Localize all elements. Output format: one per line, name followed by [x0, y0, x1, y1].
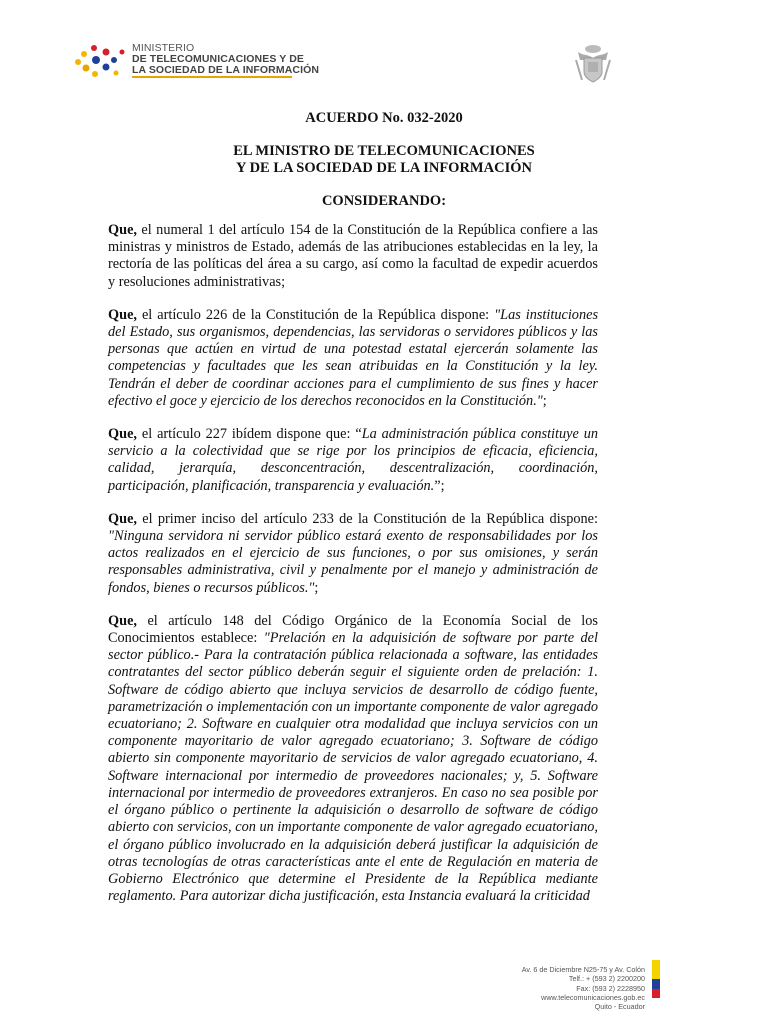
footer-address: Av. 6 de Diciembre N25-75 y Av. Colón — [521, 965, 645, 974]
paragraph — [108, 511, 598, 597]
paragraph — [108, 613, 598, 905]
flag-stripe-yellow — [652, 960, 660, 979]
paragraph — [108, 426, 598, 495]
paragraph — [108, 307, 598, 410]
coat-of-arms-icon — [570, 40, 616, 86]
paragraph — [108, 222, 598, 291]
paragraph-quote: "Prelación en la adquisición de software por parte del sector público.- Para la contratación pública relacionada a software, las entidades contratantes del sector público deberán seguir el siguiente orden de prelación: 1. Software de código abierto que incluya servicios de desarrollo de código fuente, parametrización o implementación con un importante componente de valor agregado ecuatoriano; 2. Software en cualquier otra modalidad que incluya servicios con un componente mayoritario de valor agregado ecuatoriano; 3. Software de código abierto sin componente mayoritario de servicios de valor agregado ecuatoriano, 4. Software internacional por intermedio de proveedores nacionales; y, 5. Software internacional por intermedio de proveedores extranjeros. En caso no sea posible por el órgano público o pertinente la adquisición o desarrollo de software de código abierto con servicios, con un importante componente de valor agregado ecuatoriano, el órgano público involucrado en la adquisición deberá justificar la adquisición de otras tecnologías de otras características ante el ente de Regulación en materia de Gobierno Electrónico que determine el Presidente de la República mediante reglamento. Para autorizar dicha justificación, esta Instancia evaluará la criticidad — [108, 630, 598, 905]
minister-heading-line-2: Y DE LA SOCIEDAD DE LA INFORMACIÓN — [236, 160, 532, 176]
ministry-line-3: LA SOCIEDAD DE LA INFORMACIÓN — [132, 64, 320, 76]
ecuador-flag-icon — [652, 960, 660, 998]
minister-heading-line-1: EL MINISTRO DE TELECOMUNICACIONES — [233, 143, 535, 159]
footer-fax: Fax: (593 2) 2228950 — [576, 983, 645, 993]
paragraph-quote: "Las instituciones del Estado, sus organismos, dependencias, las servidoras o servidores públicos y las personas que actúen en virtud de una potestad estatal ejercerán solamente las competencias y facultades que les sean atribuidas en la Constitución y la ley. Tendrán el deber de coordinar acciones para el cumplimiento de sus fines y hacer efectivo el goce y ejercicio de los derechos reconocidos en la Constitución." — [108, 306, 599, 409]
ministry-line-1: MINISTERIO — [132, 42, 195, 54]
paragraph-text: el artículo 148 del Código Orgánico de la Economía Social de los Conocimientos establece: — [108, 612, 598, 647]
footer-contact — [522, 965, 645, 1011]
letterhead — [70, 40, 690, 90]
paragraph-lead: Que, — [108, 612, 137, 629]
paragraph-tail: ; — [314, 579, 319, 596]
ministry-line-2: DE TELECOMUNICACIONES Y DE — [132, 53, 304, 65]
paragraph-text: el artículo 226 de la Constitución de la República dispone: — [137, 306, 495, 323]
footer-city: Quito - Ecuador — [594, 1002, 645, 1012]
flag-stripe-red — [652, 989, 660, 999]
minister-heading — [0, 143, 768, 177]
paragraph-quote: "Ninguna servidora ni servidor público estará exento de responsabilidades por los actos realizados en el ejercicio de sus funciones, o por sus omisiones, y serán responsables administrativa, civil y penalmente por el manejo y administración de fondos, bienes o recursos públicos." — [108, 528, 598, 596]
paragraph-lead: Que, — [108, 306, 137, 323]
ministry-logo-icon — [70, 40, 130, 85]
paragraph-text: el artículo 227 ibídem dispone que: “ — [137, 426, 362, 443]
footer-website: www.telecomunicaciones.gob.ec — [541, 992, 645, 1002]
agreement-number: ACUERDO No. 032-2020 — [305, 110, 463, 126]
footer-phone: Telf.: + (593 2) 2200200 — [568, 974, 645, 984]
ministry-name — [132, 43, 319, 76]
logo-underline — [132, 76, 292, 78]
paragraph-lead: Que, — [108, 426, 137, 443]
paragraph-text: el primer inciso del artículo 233 de la Constitución de la República dispone: — [137, 510, 598, 527]
paragraph-text: el numeral 1 del artículo 154 de la Constitución de la República confiere a las ministras y ministros de Estado, además de las atribuciones establecidas en la ley, la rectoría de las políticas del área a su cargo, así como la facultad de expedir acuerdos y resoluciones administrativas; — [108, 222, 598, 290]
paragraph-tail: ”; — [434, 477, 445, 494]
paragraph-lead: Que, — [108, 510, 137, 527]
flag-stripe-blue — [652, 979, 660, 989]
paragraph-quote: La administración pública constituye un servicio a la colectividad que se rige por los principios de eficacia, eficiencia, calidad, jerarquía, desconcentración, descentralización, coordinación, participación, planificación, transparencia y evaluación. — [108, 426, 598, 494]
considerando-heading: CONSIDERANDO: — [321, 193, 447, 209]
paragraph-lead: Que, — [108, 222, 137, 238]
paragraph-tail: ; — [542, 392, 547, 409]
document-body — [108, 222, 598, 921]
